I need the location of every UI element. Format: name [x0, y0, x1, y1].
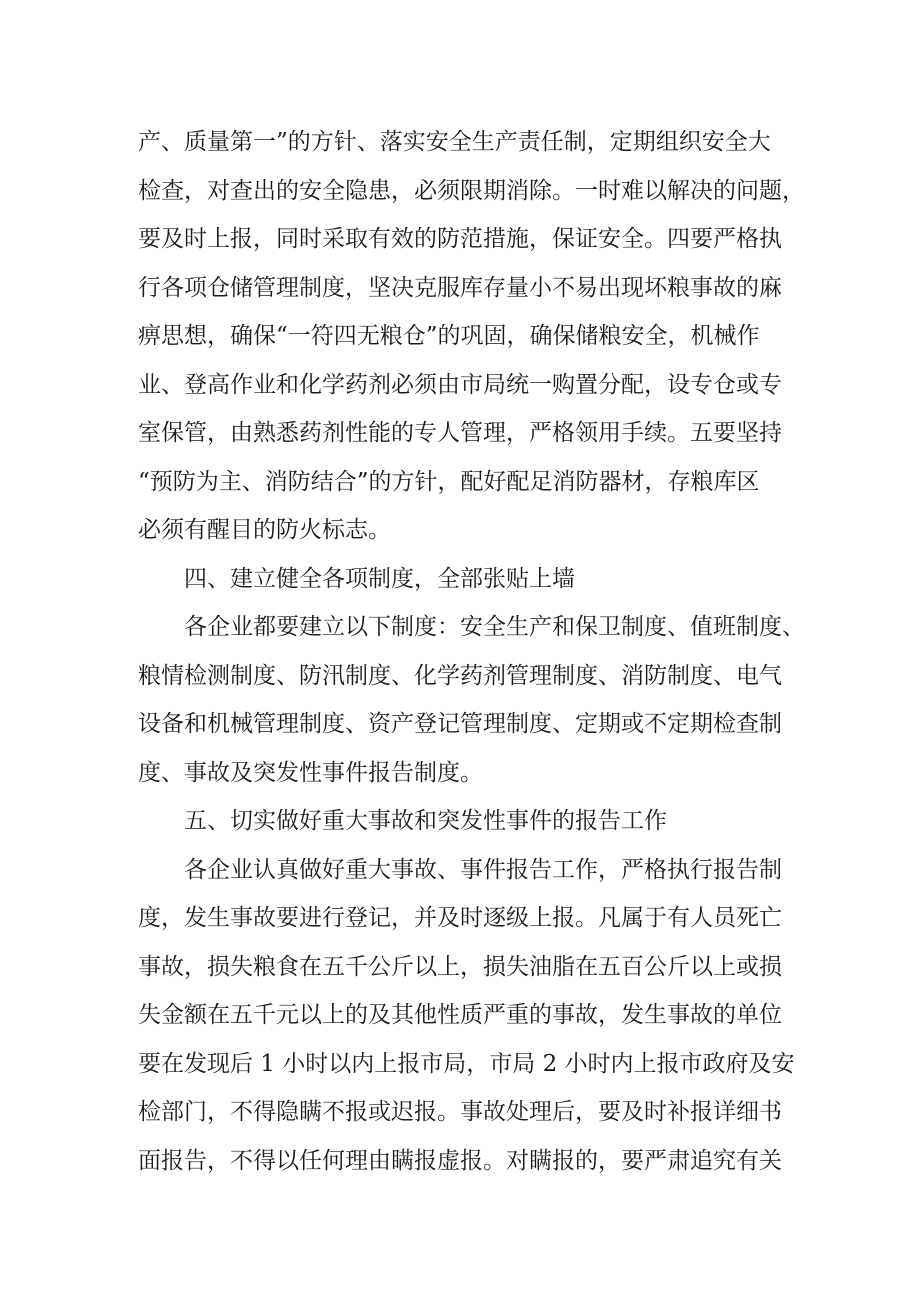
text-line: 面报告，不得以任何理由瞒报虚报。对瞒报的，要严肃追究有关 — [138, 1147, 782, 1174]
text-line: 失金额在五千元以上的及其他性质严重的事故，发生事故的单位 — [138, 1002, 782, 1028]
text-line: 四、建立健全各项制度，全部张贴上墙 — [184, 565, 575, 592]
text-line: 室保管，由熟悉药剂性能的专人管理，严格领用手续。五要坚持 — [138, 420, 782, 446]
text-line: 事故，损失粮食在五千公斤以上，损失油脂在五百公斤以上或损 — [138, 953, 782, 980]
text-line: 必须有醒目的防火标志。 — [138, 517, 391, 543]
text-line: 要在发现后 1 小时以内上报市局，市局 2 小时内上报市政府及安 — [138, 1050, 795, 1077]
text-line: 业、登高作业和化学药剂必须由市局统一购置分配，设专仓或专 — [138, 371, 782, 398]
text-line: 设备和机械管理制度、资产登记管理制度、定期或不定期检查制 — [138, 711, 782, 737]
text-line: 检部门，不得隐瞒不报或迟报。事故处理后，要及时补报详细书 — [138, 1099, 782, 1125]
text-line: 度，发生事故要进行登记，并及时逐级上报。凡属于有人员死亡 — [138, 905, 782, 931]
text-line: 粮情检测制度、防汛制度、化学药剂管理制度、消防制度、电气 — [138, 662, 782, 689]
text-line: 产、质量第一”的方针、落实安全生产责任制，定期组织安全大 — [138, 129, 771, 155]
text-line: 度、事故及突发性事件报告制度。 — [138, 759, 483, 786]
body-text — [138, 118, 805, 1185]
text-line: 行各项仓储管理制度，坚决克服库存量小不易出现坏粮事故的麻 — [138, 274, 782, 301]
text-line: 各企业认真做好重大事故、事件报告工作，严格执行报告制 — [184, 856, 782, 883]
text-line: 要及时上报，同时采取有效的防范措施，保证安全。四要严格执 — [138, 226, 782, 252]
text-line: 检查，对查出的安全隐患，必须限期消除。一时难以解决的问题， — [138, 177, 805, 204]
text-line: “预防为主、消防结合”的方针，配好配足消防器材，存粮库区 — [138, 468, 760, 495]
text-line: 五、切实做好重大事故和突发性事件的报告工作 — [184, 808, 667, 834]
text-line: 痹思想，确保“一符四无粮仓”的巩固，确保储粮安全，机械作 — [138, 323, 760, 349]
text-line: 各企业都要建立以下制度：安全生产和保卫制度、值班制度、 — [184, 614, 805, 640]
